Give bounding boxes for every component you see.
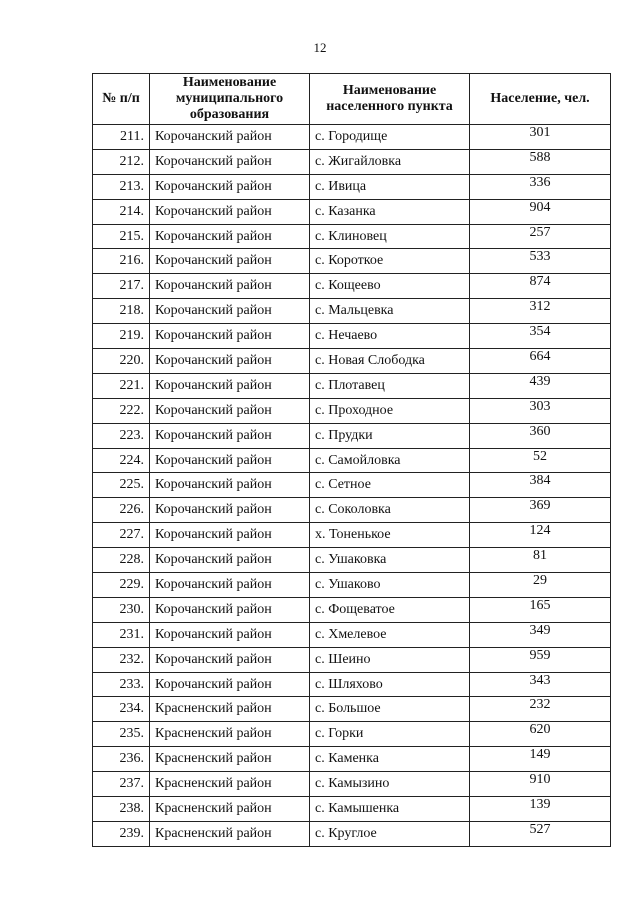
municipality-cell: Корочанский район [150, 473, 310, 498]
row-number-cell: 214. [93, 199, 150, 224]
population-cell: 52 [470, 448, 611, 473]
row-number-cell: 217. [93, 274, 150, 299]
municipality-cell: Красненский район [150, 772, 310, 797]
table-row [93, 149, 611, 174]
row-number-cell: 211. [93, 125, 150, 150]
population-cell: 439 [470, 373, 611, 398]
table-row [93, 772, 611, 797]
settlement-cell: с. Проходное [310, 398, 470, 423]
table-row [93, 373, 611, 398]
settlement-cell: с. Клиновец [310, 224, 470, 249]
header-settlement: Наименование населенного пункта [310, 74, 470, 125]
population-cell: 29 [470, 573, 611, 598]
population-cell: 343 [470, 672, 611, 697]
settlement-cell: с. Камышенка [310, 797, 470, 822]
municipality-cell: Красненский район [150, 821, 310, 846]
row-number-cell: 213. [93, 174, 150, 199]
row-number-cell: 225. [93, 473, 150, 498]
municipality-cell: Корочанский район [150, 125, 310, 150]
municipality-cell: Корочанский район [150, 249, 310, 274]
population-cell: 527 [470, 821, 611, 846]
municipality-cell: Корочанский район [150, 647, 310, 672]
population-cell: 369 [470, 498, 611, 523]
population-cell: 139 [470, 797, 611, 822]
population-cell: 349 [470, 622, 611, 647]
row-number-cell: 235. [93, 722, 150, 747]
header-population: Население, чел. [470, 74, 611, 125]
settlement-cell: с. Круглое [310, 821, 470, 846]
row-number-cell: 224. [93, 448, 150, 473]
municipality-cell: Красненский район [150, 797, 310, 822]
row-number-cell: 221. [93, 373, 150, 398]
row-number-cell: 220. [93, 349, 150, 374]
municipality-cell: Корочанский район [150, 274, 310, 299]
municipality-cell: Корочанский район [150, 672, 310, 697]
settlement-cell: с. Горки [310, 722, 470, 747]
row-number-cell: 232. [93, 647, 150, 672]
table-row [93, 821, 611, 846]
header-number: № п/п [93, 74, 150, 125]
settlement-cell: х. Тоненькое [310, 523, 470, 548]
municipality-cell: Корочанский район [150, 149, 310, 174]
settlement-cell: с. Сетное [310, 473, 470, 498]
population-cell: 165 [470, 597, 611, 622]
population-cell: 910 [470, 772, 611, 797]
settlement-cell: с. Короткое [310, 249, 470, 274]
row-number-cell: 236. [93, 747, 150, 772]
population-cell: 232 [470, 697, 611, 722]
settlement-cell: с. Каменка [310, 747, 470, 772]
table-row [93, 125, 611, 150]
settlement-cell: с. Шеино [310, 647, 470, 672]
header-municipality: Наименование муниципального образования [150, 74, 310, 125]
table-row [93, 747, 611, 772]
population-table [92, 73, 611, 847]
settlement-cell: с. Камызино [310, 772, 470, 797]
population-cell: 124 [470, 523, 611, 548]
municipality-cell: Корочанский район [150, 597, 310, 622]
municipality-cell: Корочанский район [150, 224, 310, 249]
population-cell: 336 [470, 174, 611, 199]
table-row [93, 597, 611, 622]
municipality-cell: Корочанский район [150, 548, 310, 573]
row-number-cell: 237. [93, 772, 150, 797]
header-row [93, 74, 611, 125]
population-cell: 312 [470, 299, 611, 324]
table-row [93, 274, 611, 299]
settlement-cell: с. Мальцевка [310, 299, 470, 324]
population-cell: 354 [470, 324, 611, 349]
table-row [93, 199, 611, 224]
table-row [93, 299, 611, 324]
table-row [93, 174, 611, 199]
population-cell: 384 [470, 473, 611, 498]
row-number-cell: 229. [93, 573, 150, 598]
settlement-cell: с. Шляхово [310, 672, 470, 697]
table-row [93, 324, 611, 349]
row-number-cell: 239. [93, 821, 150, 846]
row-number-cell: 222. [93, 398, 150, 423]
settlement-cell: с. Самойловка [310, 448, 470, 473]
row-number-cell: 226. [93, 498, 150, 523]
row-number-cell: 227. [93, 523, 150, 548]
table-row [93, 647, 611, 672]
municipality-cell: Красненский район [150, 722, 310, 747]
row-number-cell: 238. [93, 797, 150, 822]
population-cell: 303 [470, 398, 611, 423]
municipality-cell: Корочанский район [150, 622, 310, 647]
settlement-cell: с. Ивица [310, 174, 470, 199]
population-cell: 81 [470, 548, 611, 573]
settlement-cell: с. Новая Слободка [310, 349, 470, 374]
row-number-cell: 233. [93, 672, 150, 697]
row-number-cell: 218. [93, 299, 150, 324]
population-cell: 588 [470, 149, 611, 174]
row-number-cell: 231. [93, 622, 150, 647]
settlement-cell: с. Городище [310, 125, 470, 150]
table-header [93, 74, 611, 125]
population-cell: 874 [470, 274, 611, 299]
municipality-cell: Корочанский район [150, 324, 310, 349]
population-cell: 664 [470, 349, 611, 374]
table-row [93, 423, 611, 448]
table-row [93, 349, 611, 374]
municipality-cell: Корочанский район [150, 448, 310, 473]
population-cell: 959 [470, 647, 611, 672]
settlement-cell: с. Хмелевое [310, 622, 470, 647]
row-number-cell: 230. [93, 597, 150, 622]
table-row [93, 548, 611, 573]
table-row [93, 622, 611, 647]
municipality-cell: Корочанский район [150, 523, 310, 548]
table-row [93, 249, 611, 274]
settlement-cell: с. Казанка [310, 199, 470, 224]
row-number-cell: 212. [93, 149, 150, 174]
population-cell: 149 [470, 747, 611, 772]
settlement-cell: с. Жигайловка [310, 149, 470, 174]
table-row [93, 224, 611, 249]
table-row [93, 523, 611, 548]
municipality-cell: Корочанский район [150, 573, 310, 598]
page-number: 12 [313, 40, 327, 55]
population-cell: 360 [470, 423, 611, 448]
municipality-cell: Красненский район [150, 747, 310, 772]
municipality-cell: Красненский район [150, 697, 310, 722]
settlement-cell: с. Нечаево [310, 324, 470, 349]
table-row [93, 697, 611, 722]
row-number-cell: 219. [93, 324, 150, 349]
population-cell: 620 [470, 722, 611, 747]
municipality-cell: Корочанский район [150, 373, 310, 398]
table-row [93, 398, 611, 423]
population-cell: 533 [470, 249, 611, 274]
table-row [93, 473, 611, 498]
table-row [93, 672, 611, 697]
settlement-cell: с. Соколовка [310, 498, 470, 523]
row-number-cell: 234. [93, 697, 150, 722]
population-cell: 301 [470, 125, 611, 150]
municipality-cell: Корочанский район [150, 299, 310, 324]
settlement-cell: с. Большое [310, 697, 470, 722]
municipality-cell: Корочанский район [150, 174, 310, 199]
population-cell: 257 [470, 224, 611, 249]
settlement-cell: с. Прудки [310, 423, 470, 448]
population-cell: 904 [470, 199, 611, 224]
municipality-cell: Корочанский район [150, 398, 310, 423]
settlement-cell: с. Плотавец [310, 373, 470, 398]
table-row [93, 573, 611, 598]
table-row [93, 498, 611, 523]
municipality-cell: Корочанский район [150, 498, 310, 523]
municipality-cell: Корочанский район [150, 423, 310, 448]
row-number-cell: 216. [93, 249, 150, 274]
table-row [93, 797, 611, 822]
row-number-cell: 215. [93, 224, 150, 249]
municipality-cell: Корочанский район [150, 199, 310, 224]
table-row [93, 722, 611, 747]
row-number-cell: 228. [93, 548, 150, 573]
settlement-cell: с. Ушаково [310, 573, 470, 598]
settlement-cell: с. Кощеево [310, 274, 470, 299]
settlement-cell: с. Фощеватое [310, 597, 470, 622]
settlement-cell: с. Ушаковка [310, 548, 470, 573]
table-body [93, 125, 611, 847]
row-number-cell: 223. [93, 423, 150, 448]
table-row [93, 448, 611, 473]
municipality-cell: Корочанский район [150, 349, 310, 374]
